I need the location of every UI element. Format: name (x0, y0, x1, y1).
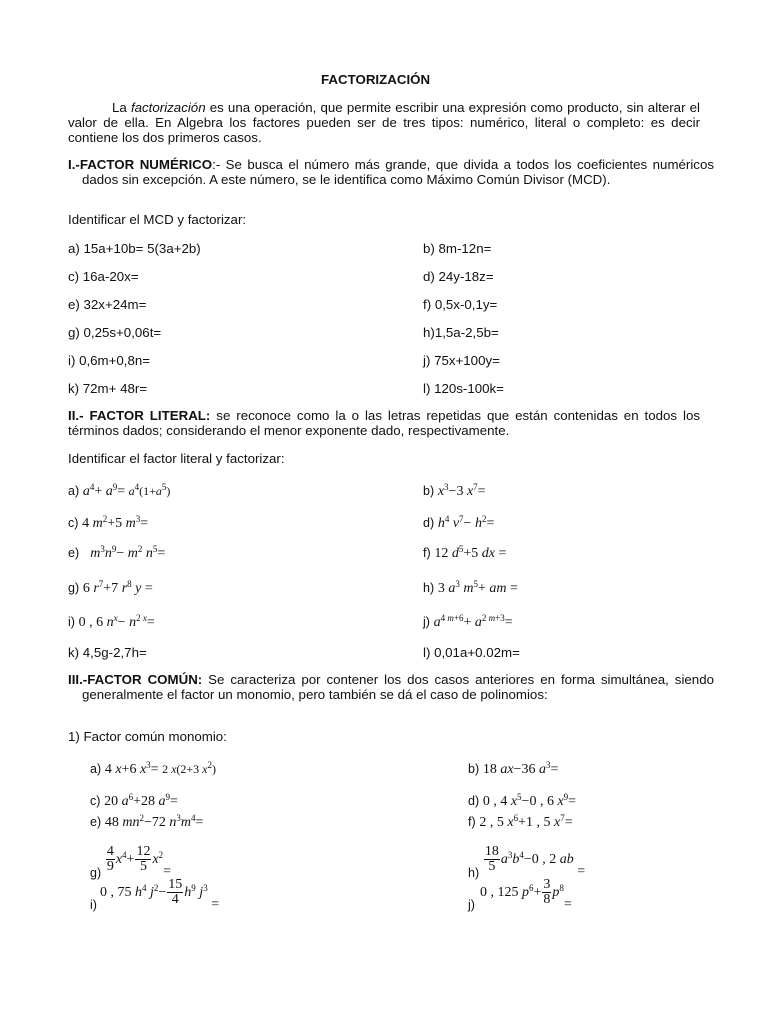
section-literal-factor: II.- FACTOR LITERAL: se reconoce como la o las letras repetidas que están contenidas en todos los términos dados; considerando el menor exponente dado, respectivamente. (68, 408, 700, 438)
exercise: c) 16a-20x= (68, 269, 139, 284)
exercise: g) 6 $r^7+7$ $r^8$ y = (68, 579, 153, 596)
exercise: i) 0,6m+0,8n= (68, 353, 151, 368)
instruction: Identificar el factor literal y factorizar: (68, 451, 285, 466)
exercise: h) 3 $a^3$ $m^5+$ am = (423, 579, 518, 596)
exercise: f) 0,5x-0,1y= (423, 297, 498, 312)
intro-paragraph: La factorización es una operación, que permite escribir una expresión como producto, sin alterar el valor de ella. En Algebra los factores pueden ser de tres tipos: numérico, literal o completo: es decir contiene los dos primeros casos. (68, 100, 700, 145)
exercise: k) 72m+ 48r= (68, 381, 148, 396)
exercise: e) $m^3n^9- m^2$ $n^5=$ (68, 544, 166, 561)
exercise: e) 48 $mn^2-72$ $n^3m^4=$ (90, 813, 204, 830)
exercise: g) 0,25s+0,06t= (68, 325, 162, 340)
page-title: FACTORIZACIÓN (321, 72, 431, 87)
exercise: c) 4 $m^2+5$ $m^3=$ (68, 514, 149, 531)
instruction: Identificar el MCD y factorizar: (68, 212, 247, 227)
exercise: j) 75x+100y= (423, 353, 500, 368)
exercise: h)1,5a-2,5b= (423, 325, 499, 340)
exercise: h) $\frac{18}{5}$ $a^3b^4-0$ , 2 ab = (468, 844, 586, 881)
exercise-expression: 0 , 75 $h^4$ $j^2-$ $\frac{15}{4}$ $h^9$ $j^3$ = (100, 877, 220, 913)
exercise: f) 2 , 5 $x^6+1$ , 5 $x^7=$ (468, 813, 573, 830)
exercise: l) 0,01a+0.02m= (423, 645, 520, 660)
section-heading: II.- FACTOR LITERAL: (68, 408, 211, 423)
exercise: a) 15a+10b= 5(3a+2b) (68, 241, 201, 256)
exercise: a) $a^4+ a^9= a^4(1+a^5)$ (68, 482, 171, 499)
exercise: b) 8m-12n= (423, 241, 492, 256)
exercise: e) 32x+24m= (68, 297, 147, 312)
exercise: g) $\frac{4}{9}$ $x^4+$ $\frac{12}{5}$ $x^2=$ (90, 844, 172, 881)
exercise: d) 24y-18z= (423, 269, 494, 284)
exercise: j) (468, 898, 475, 912)
exercise: b) $x^3-3$ $x^7=$ (423, 482, 486, 499)
section-heading: III.-FACTOR COMÚN: (68, 672, 203, 687)
section-numeric-factor: I.-FACTOR NUMÉRICO:- Se busca el número más grande, que divida a todos los coeficientes numéricos dados sin excepción. A este número, se le identifica como Máximo Común Divisor (MCD). (68, 157, 714, 187)
exercise: f) 12 $d^5+5$ dx = (423, 544, 507, 561)
exercise: c) 20 $a^6+28$ $a^9=$ (90, 792, 178, 809)
exercise: b) 18 ax−36 $a^3=$ (468, 760, 559, 777)
exercise: d) $h^4$ $v^7- h^2=$ (423, 514, 495, 531)
exercise: d) 0 , 4 $x^5-0$ , 6 $x^9=$ (468, 792, 577, 809)
section-heading: I.-FACTOR NUMÉRICO (68, 157, 213, 172)
list-item: 1) Factor común monomio: (68, 729, 227, 744)
section-common-factor: III.-FACTOR COMÚN: Se caracteriza por contener los dos casos anteriores en forma simultánea, siendo generalmente el factor un monomio, pero también se dá el caso de polinomios: (68, 672, 714, 702)
exercise: j) $a^{4 m+6}+ a^{2 m+3}=$ (423, 613, 513, 630)
exercise: l) 120s-100k= (423, 381, 504, 396)
exercise: i) 0 , 6 $n^x- n^{2 x}=$ (68, 613, 155, 630)
exercise: k) 4,5g-2,7h= (68, 645, 147, 660)
exercise: a) 4 x+6 $x^3= 2$ x(2+3 $x^2$) (90, 760, 216, 777)
exercise: i) (90, 898, 97, 912)
exercise-expression: 0 , 125 $p^6+$ $\frac{3}{8}$ $p^8=$ (480, 877, 572, 913)
